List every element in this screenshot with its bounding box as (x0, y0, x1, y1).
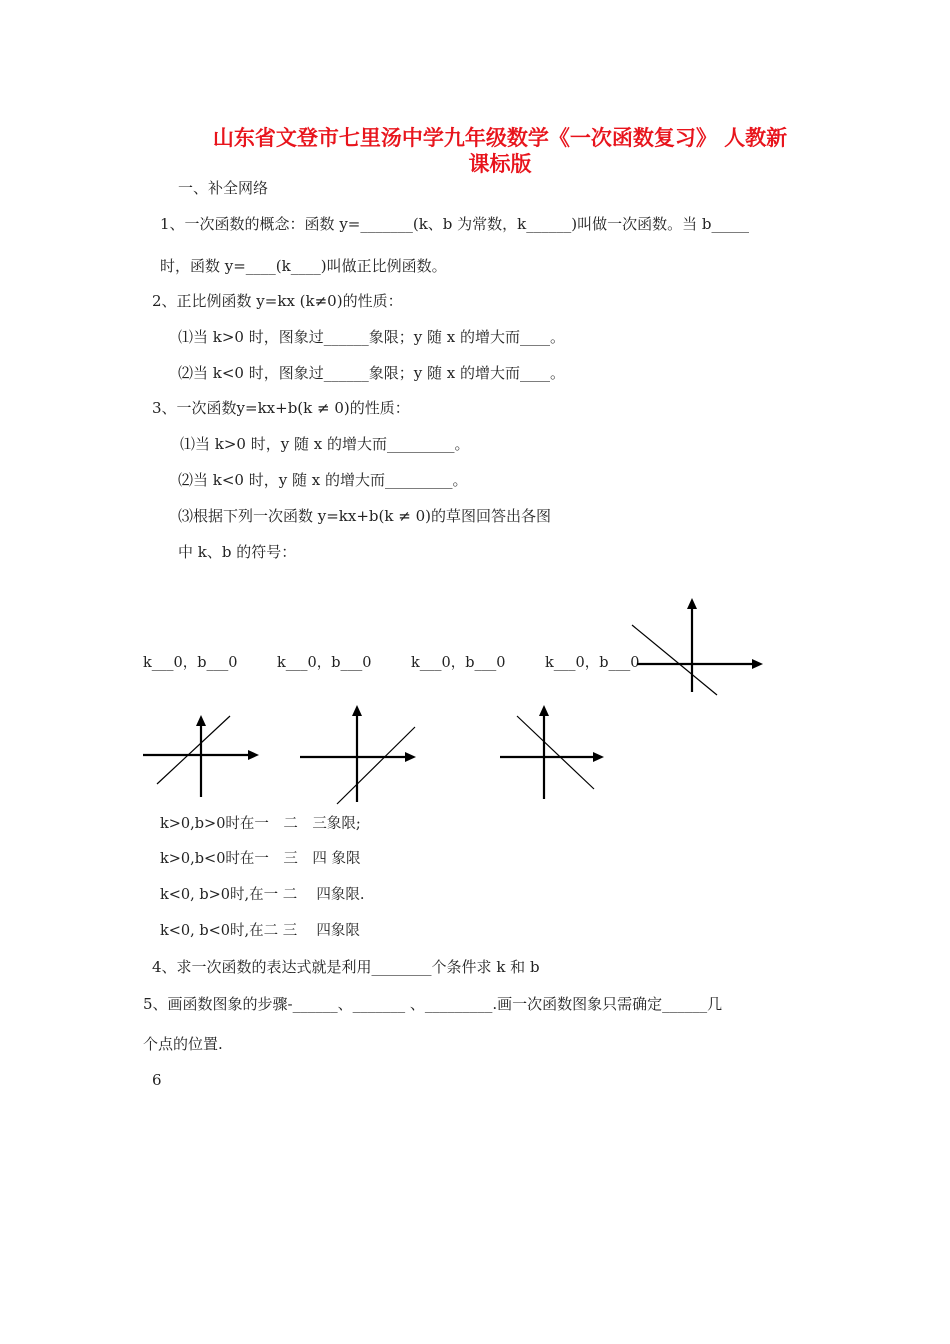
question-2: 2、正比例函数 y=kx (k≠0)的性质： (152, 292, 403, 310)
note-2: k>0,b<0时在一 三 四 象限 (160, 851, 361, 867)
question-3-item3-line2: 中 k、b 的符号： (178, 543, 297, 561)
kb-blank-2: k___0，b___0 (277, 655, 372, 671)
graph-increasing-negative-intercept (297, 702, 422, 807)
graph-increasing-positive-intercept (140, 712, 265, 802)
document-title-line1: 山东省文登市七里汤中学九年级数学《一次函数复习》 人教新 (212, 126, 788, 150)
document-title-line2: 课标版 (468, 152, 532, 176)
question-3: 3、一次函数y=kx+b(k ≠ 0)的性质： (152, 399, 410, 417)
question-5-line2: 个点的位置. (143, 1035, 223, 1053)
question-4: 4、求一次函数的表达式就是利用________个条件求 k 和 b (152, 958, 540, 976)
question-1-line2: 时，函数 y=____(k____)叫做正比例函数。 (160, 257, 447, 275)
question-3-item3-line1: ⑶根据下列一次函数 y=kx+b(k ≠ 0)的草图回答出各图 (178, 507, 551, 525)
note-4: k<0, b<0时,在二 三 四象限 (160, 923, 360, 939)
kb-blank-3: k___0，b___0 (411, 655, 506, 671)
question-3-item1: ⑴当 k>0 时，y 随 x 的增大而_________。 (180, 435, 470, 453)
question-2-item1: ⑴当 k>0 时，图象过______象限；y 随 x 的增大而____。 (178, 328, 565, 346)
kb-blank-4: k___0，b___0 (545, 655, 640, 671)
note-3: k<0, b>0时,在一 二 四象限. (160, 887, 365, 903)
question-6: 6 (152, 1071, 162, 1089)
note-1: k>0,b>0时在一 二 三象限; (160, 816, 361, 832)
question-2-item2: ⑵当 k<0 时，图象过______象限；y 随 x 的增大而____。 (178, 364, 565, 382)
question-5-line1: 5、画函数图象的步骤-______、_______ 、_________.画一次函数图象只需确定______几 (143, 995, 723, 1013)
question-3-item2: ⑵当 k<0 时，y 随 x 的增大而_________。 (178, 471, 468, 489)
kb-blank-1: k___0，b___0 (143, 655, 238, 671)
section-heading: 一、补全网络 (178, 179, 269, 197)
question-1-line1: 1、一次函数的概念：函数 y=_______(k、b 为常数，k______)叫做一次函数。当 b_____ (160, 215, 749, 233)
graph-decreasing-negative-intercept (625, 595, 770, 695)
graph-decreasing-positive-intercept (497, 702, 612, 802)
